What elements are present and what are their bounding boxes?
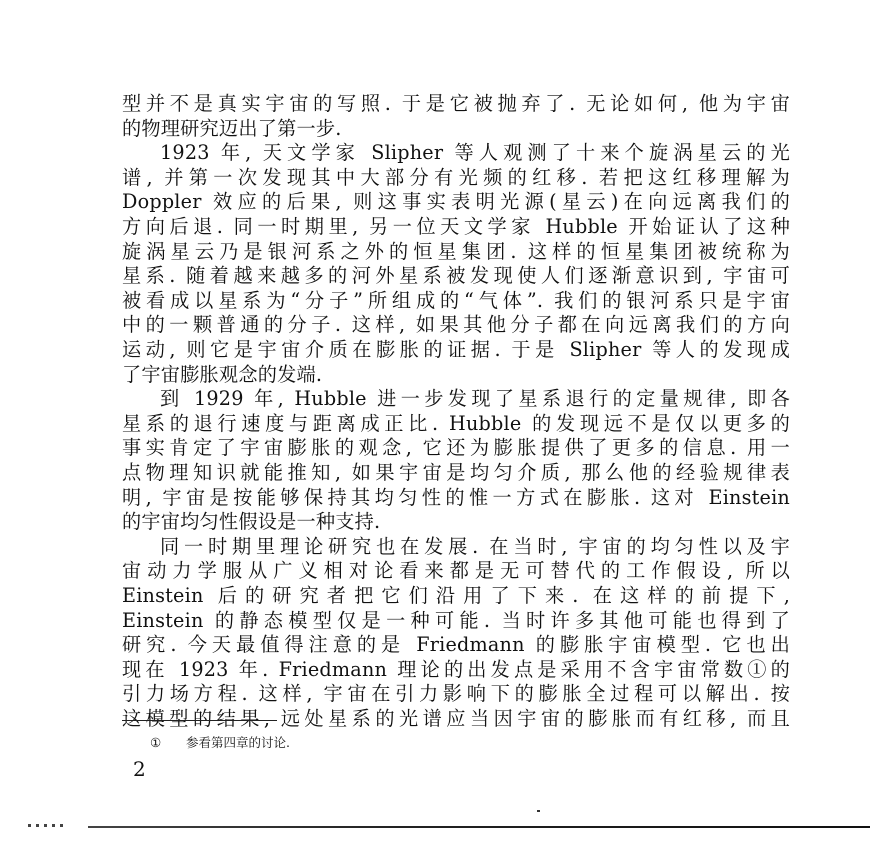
scan-speck bbox=[537, 810, 540, 812]
footnote-mark: ① bbox=[150, 735, 162, 750]
text-line-19: 同一时期里理论研究也在发展. 在当时, 宇宙的均匀性以及宇 bbox=[160, 534, 790, 558]
text-line-22: Einstein 的静态模型仅是一种可能. 当时许多其他可能也得到了 bbox=[122, 608, 790, 632]
text-line-23: 研究. 今天最值得注意的是 Friedmann 的膨胀宇宙模型. 它也出 bbox=[122, 633, 790, 657]
text-line-24: 现在 1923 年. Friedmann 理论的出发点是采用不含宇宙常数①的 bbox=[122, 657, 790, 681]
text-line-10: 中的一颗普通的分子. 这样, 如果其他分子都在向远离我们的方向 bbox=[122, 313, 790, 337]
text-line-15: 事实肯定了宇宙膨胀的观念, 它还为膨胀提供了更多的信息. 用一 bbox=[122, 436, 790, 460]
text-line-6: 方向后退. 同一时期里, 另一位天文学家 Hubble 开始证认了这种 bbox=[122, 215, 790, 238]
text-line-16: 点物理知识就能推知, 如果宇宙是均匀介质, 那么他的经验规律表 bbox=[122, 461, 790, 484]
footnote bbox=[150, 735, 290, 751]
text-line-7: 旋涡星云乃是银河系之外的恒星集团. 这样的恒星集团被统称为 bbox=[122, 239, 790, 263]
page-number: 2 bbox=[133, 757, 146, 781]
text-line-17: 明, 宇宙是按能够保持其均匀性的惟一方式在膨胀. 这对 Einstein bbox=[122, 485, 790, 509]
text-line-26: 这模型的结果, 远处星系的光谱应当因宇宙的膨胀而有红移, 而且 bbox=[122, 707, 790, 730]
text-line-21: Einstein 后的研究者把它们沿用了下来. 在这样的前提下, bbox=[122, 584, 790, 607]
text-line-1: 型并不是真实宇宙的写照. 于是它被抛弃了. 无论如何, 他为宇宙 bbox=[122, 92, 790, 115]
text-line-14: 星系的退行速度与距离成正比. Hubble 的发现远不是仅以更多的 bbox=[122, 411, 790, 435]
text-line-5: Doppler 效应的后果, 则这事实表明光源(星云)在向远离我们的 bbox=[122, 190, 790, 214]
scan-edge-line bbox=[88, 826, 870, 828]
text-line-9: 被看成以星系为“分子”所组成的“气体”. 我们的银河系只是宇宙 bbox=[122, 288, 790, 312]
text-line-13: 到 1929 年, Hubble 进一步发现了星系退行的定量规律, 即各 bbox=[160, 387, 790, 411]
text-line-4: 谱, 并第一次发现其中大部分有光频的红移. 若把这红移理解为 bbox=[122, 165, 790, 189]
text-line-12: 了宇宙膨胀观念的发端. bbox=[122, 362, 323, 386]
text-line-2: 的物理研究迈出了第一步. bbox=[122, 116, 342, 140]
text-line-8: 星系. 随着越来越多的河外星系被发现使人们逐渐意识到, 宇宙可 bbox=[122, 264, 790, 288]
text-line-20: 宙动力学服从广义相对论看来都是无可替代的工作假设, 所以 bbox=[122, 559, 790, 583]
scan-artifact-dots bbox=[28, 824, 68, 827]
text-line-25: 引力场方程. 这样, 宇宙在引力影响下的膨胀全过程可以解出. 按 bbox=[122, 682, 790, 706]
text-line-3: 1923 年, 天文学家 Slipher 等人观测了十来个旋涡星云的光 bbox=[160, 141, 790, 165]
text-line-18: 的宇宙均匀性假设是一种支持. bbox=[122, 510, 381, 534]
text-line-11: 运动, 则它是宇宙介质在膨胀的证据. 于是 Slipher 等人的发现成 bbox=[122, 338, 790, 361]
footnote-text: 参看第四章的讨论. bbox=[186, 735, 290, 750]
footnote-rule bbox=[122, 720, 277, 721]
